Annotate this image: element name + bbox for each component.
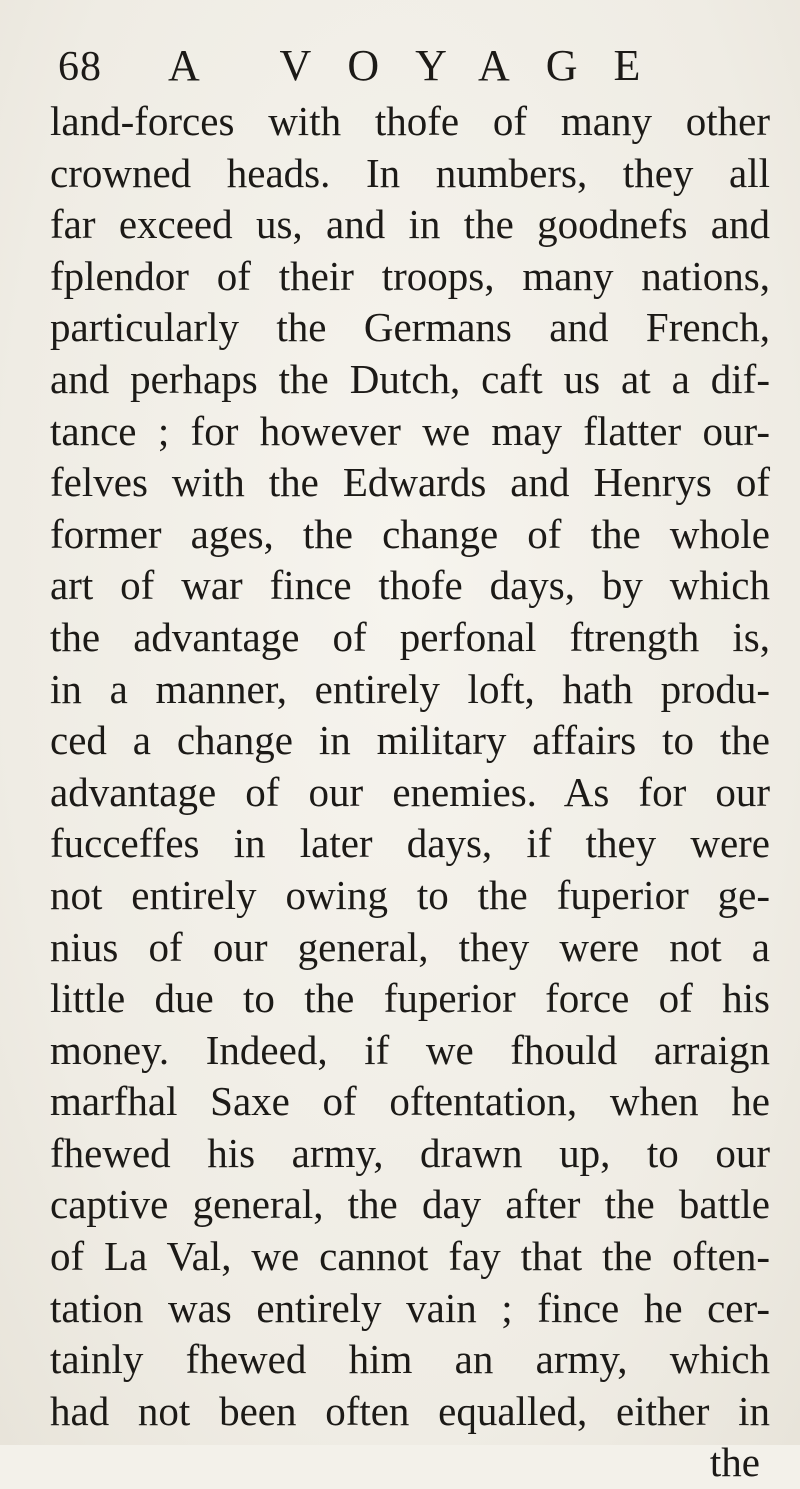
text-line: art of war fince thofe days, by which: [50, 562, 770, 609]
text-line: far exceed us, and in the goodnefs and: [50, 201, 770, 248]
text-line: advantage of our enemies. As for our: [50, 768, 770, 815]
text-line: marfhal Saxe of oftentation, when he: [50, 1078, 770, 1125]
text-line: little due to the fuperior force of his: [50, 975, 770, 1022]
text-line: money. Indeed, if we fhould arraign: [50, 1026, 770, 1073]
text-line: former ages, the change of the whole: [50, 510, 770, 557]
text-line: and perhaps the Dutch, caft us at a dif-: [50, 355, 770, 402]
text-line: of La Val, we cannot fay that the often-: [50, 1233, 770, 1280]
text-line: ced a change in military affairs to the: [50, 717, 770, 764]
text-line: particularly the Germans and French,: [50, 304, 770, 351]
text-line: fhewed his army, drawn up, to our: [50, 1129, 770, 1176]
running-head: [58, 40, 778, 100]
text-line: fplendor of their troops, many nations,: [50, 252, 770, 299]
text-line: in a manner, entirely loft, hath produ-: [50, 665, 770, 712]
text-line: land-forces with thofe of many other: [50, 98, 770, 144]
text-line: crowned heads. In numbers, they all: [50, 149, 770, 196]
text-line: not entirely owing to the fuperior ge-: [50, 871, 770, 918]
text-line: captive general, the day after the battle: [50, 1181, 770, 1228]
text-line: had not been often equalled, either in: [50, 1387, 770, 1434]
text-line: nius of our general, they were not a: [50, 923, 770, 970]
text-line: tainly fhewed him an army, which: [50, 1336, 770, 1383]
running-title: A VOYAGE: [168, 41, 677, 90]
text-line: fucceffes in later days, if they were: [50, 820, 770, 867]
text-line: the advantage of perfonal ftrength is,: [50, 613, 770, 660]
text-line: felves with the Edwards and Henrys of: [50, 459, 770, 506]
page-number: 68: [58, 44, 102, 90]
catchword: the: [709, 1439, 760, 1486]
body-text: [50, 96, 770, 1489]
text-line: tation was entirely vain ; fince he cer-: [50, 1284, 770, 1331]
text-line: tance ; for however we may flatter our-: [50, 407, 770, 454]
